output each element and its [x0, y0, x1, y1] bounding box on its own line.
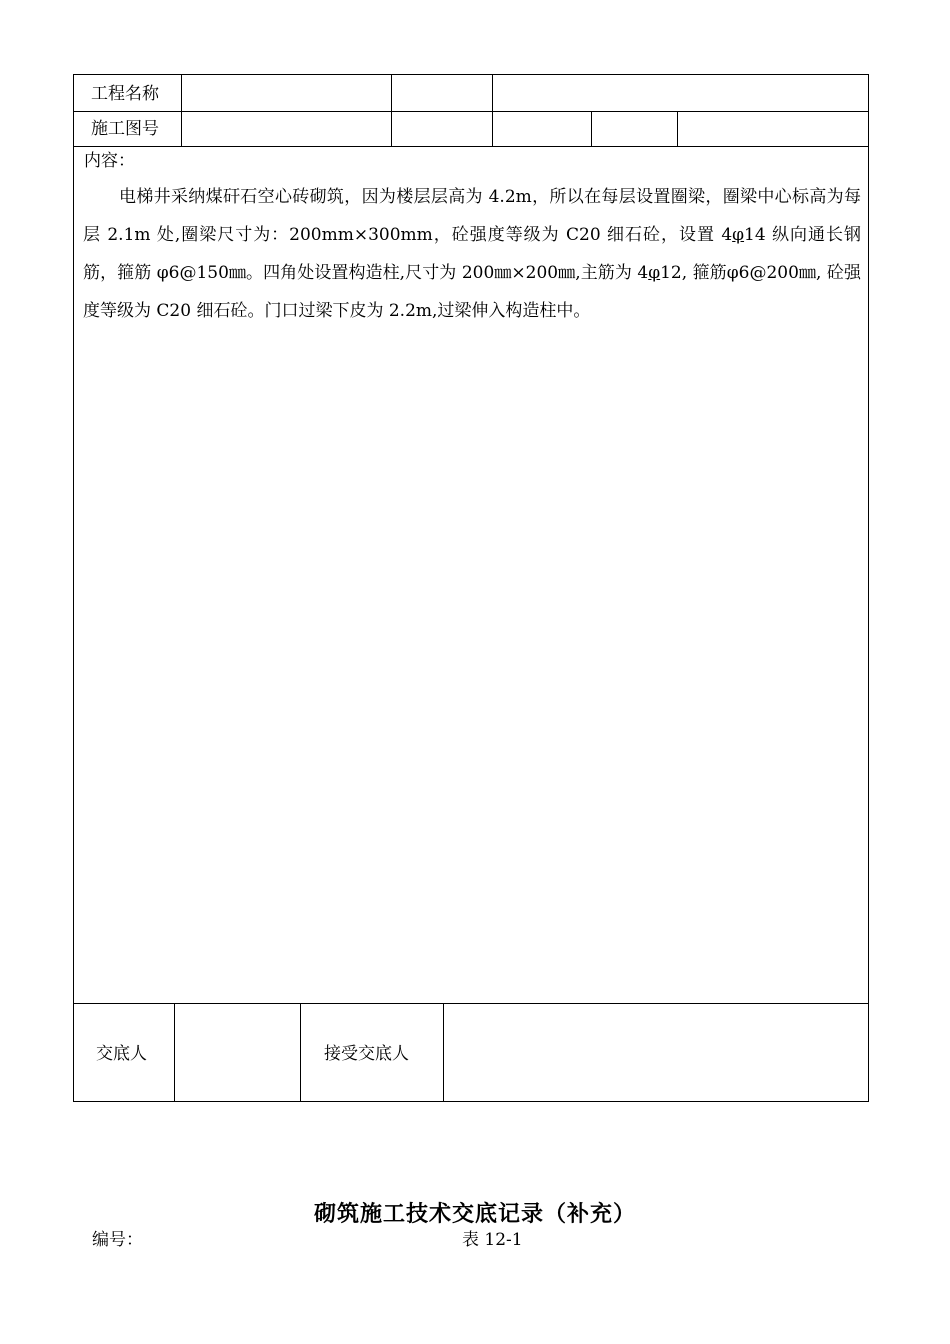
form-code: 表 12-1	[462, 1230, 523, 1250]
record-form-table	[73, 74, 869, 1102]
rebar-symbol: φ	[648, 263, 661, 283]
column-divider	[443, 1003, 444, 1102]
row-divider	[74, 146, 868, 147]
content-paragraph	[83, 178, 861, 330]
column-divider	[391, 111, 392, 146]
receiver-label: 接受交底人	[324, 1044, 409, 1064]
column-divider	[174, 1003, 175, 1102]
column-divider	[181, 111, 182, 146]
handover-person-label: 交底人	[96, 1044, 147, 1064]
column-divider	[300, 1003, 301, 1102]
column-divider	[391, 75, 392, 111]
drawing-number-label: 施工图号	[91, 119, 159, 139]
document-title: 砌筑施工技术交底记录（补充）	[313, 1201, 636, 1227]
column-divider	[492, 111, 493, 146]
row-divider	[74, 1003, 868, 1004]
content-text-part3: 12, 箍筋φ6@200㎜, 砼强度等级为 C20 细石砼。门口过梁下皮为 2.2m,过梁伸入构造柱中。	[83, 263, 862, 321]
column-divider	[591, 111, 592, 146]
content-text-part1: 电梯井采纳煤矸石空心砖砌筑，因为楼层层高为 4.2m，所以在每层设置圈梁，圈梁中心标高为每层 2.1m 处,圈梁尺寸为：200mm×300mm，砼强度等级为 C20 细石砼，设置 4	[83, 187, 861, 245]
column-divider	[492, 75, 493, 111]
project-name-label: 工程名称	[91, 84, 159, 104]
rebar-symbol: φ	[732, 225, 745, 245]
column-divider	[677, 111, 678, 146]
column-divider	[181, 75, 182, 111]
content-text-part2: 14 纵向通长钢筋，箍筋 φ6@150㎜。四角处设置构造柱,尺寸为 200㎜×200㎜,主筋为 4	[83, 225, 861, 283]
row-divider	[74, 111, 868, 112]
document-number-label: 编号：	[92, 1230, 143, 1250]
content-label: 内容：	[84, 151, 135, 171]
